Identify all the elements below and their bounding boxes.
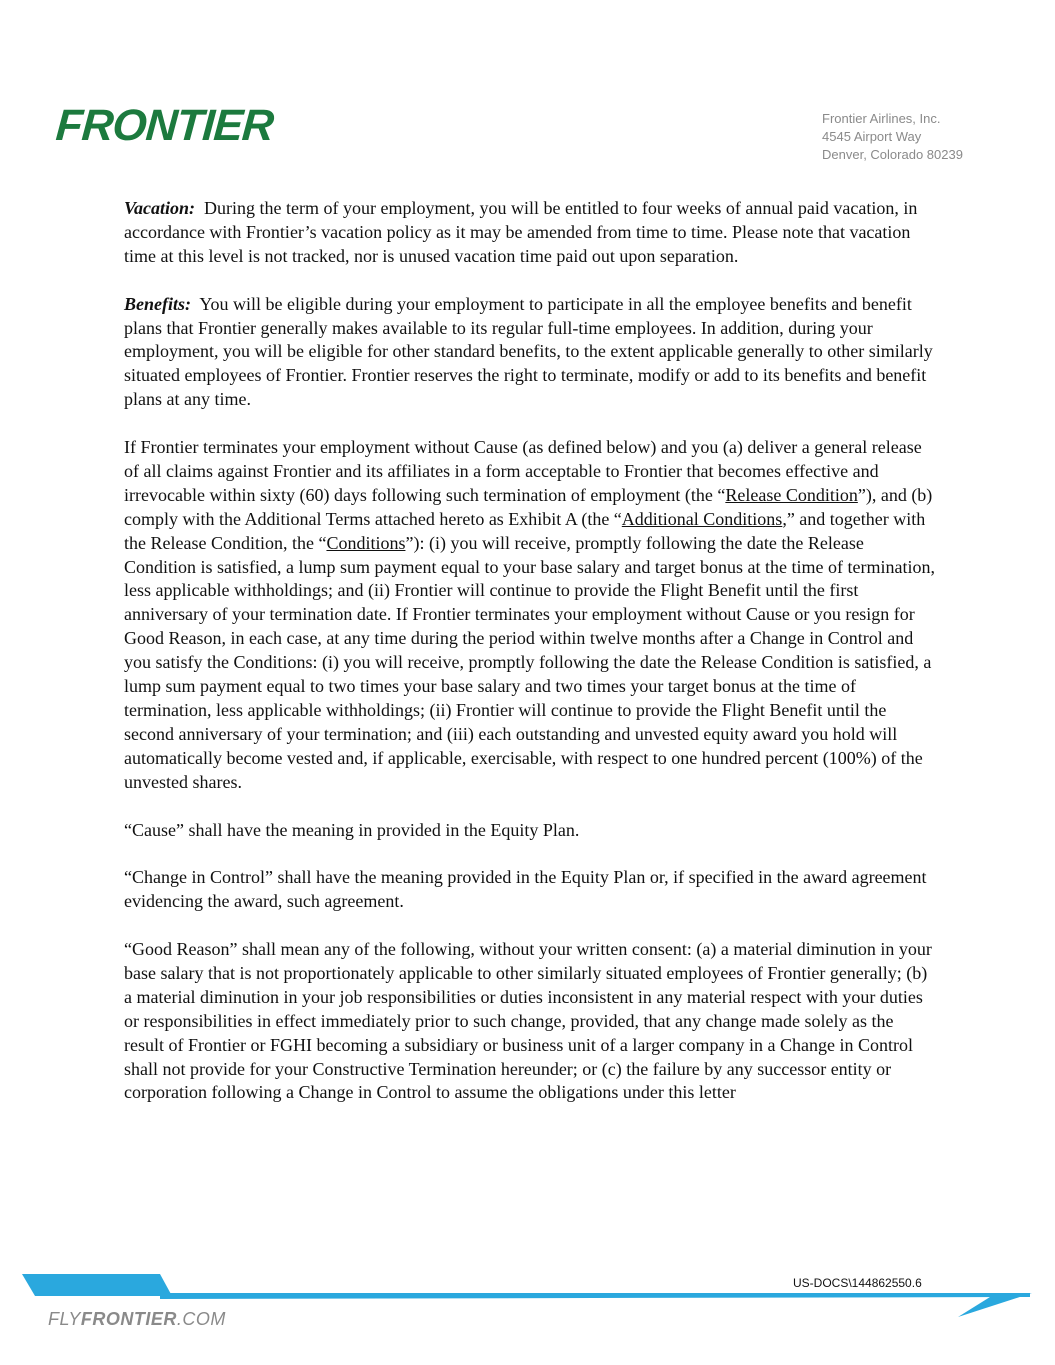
vacation-paragraph [124,197,936,269]
footer-url-brand: FRONTIER [80,1309,177,1329]
frontier-logo: FRONTIER [54,101,275,150]
benefits-heading: Benefits: [124,293,191,314]
additional-conditions-term: Additional Conditions [621,508,783,529]
vacation-heading: Vacation: [124,198,196,218]
address-line-street: 4545 Airport Way [822,129,922,144]
footer-swoosh-line [160,1293,1030,1299]
footer-swoosh-left [22,1274,172,1296]
footer-url-tld: .COM [176,1309,226,1329]
severance-text-2: ”), and (b) comply with the Additional Terms attached hereto as Exhibit A (the “ [124,484,933,529]
benefits-text: You will be eligible during your employment to participate in all the employee benefits and benefit plans that Frontier generally makes available to its regular full-time employees. In addition, during your employment, you will be eligible for other standard benefits, to the extent applicable generally to other similarly situated employees of Frontier. Frontier reserves the right to terminate, modify or add to its benefits and benefit plans at any time. [124,293,933,410]
document-id: US-DOCS\144862550.6 [793,1276,922,1290]
company-address [822,110,963,164]
benefits-paragraph [124,293,936,413]
letter-body [124,197,936,1105]
change-in-control-definition: “Change in Control” shall have the meaning provided in the Equity Plan or, if specified in the award agreement evidencing the award, such agreement. [124,867,927,912]
cause-definition: “Cause” shall have the meaning in provided in the Equity Plan. [124,819,580,840]
severance-text-3: ,” and together with the Release Condition, the “ [124,508,926,553]
severance-paragraph [124,436,936,795]
address-line-company: Frontier Airlines, Inc. [822,111,941,126]
footer-url-fly: FLY [48,1309,81,1329]
conditions-term: Conditions [326,532,406,553]
release-condition-term: Release Condition [725,484,858,505]
address-line-city: Denver, Colorado 80239 [822,147,963,162]
vacation-text: During the term of your employment, you will be entitled to four weeks of annual paid vacation, in accordance with Frontier’s vacation policy as it may be amended from time to time. Please note that vacation time at this level is not tracked, nor is unused vacation time paid out upon separation. [124,198,918,266]
severance-text-4: ”): (i) you will receive, promptly following the date the Release Condition is satisfied, a lump sum payment equal to your base salary and target bonus at the time of termination, less applicable withholdings; and (ii) Frontier will continue to provide the Flight Benefit until the first anniversary of your termination date. If Frontier terminates your employment without Cause or you resign for Good Reason, in each case, at any time during the period within twelve months after a Change in Control and you satisfy the Conditions: (i) you will receive, promptly following the date the Release Condition is satisfied, a lump sum payment equal to two times your base salary and two times your target bonus at the time of termination, less applicable withholdings; (ii) Frontier will continue to provide the Flight Benefit until the second anniversary of your termination; and (iii) each outstanding and unvested equity award you hold will automatically become vested and, if applicable, exercisable, with respect to one hundred percent (100%) of the unvested shares. [124,532,936,792]
severance-text-1: If Frontier terminates your employment without Cause (as defined below) and you (a) deliver a general release of all claims against Frontier and its affiliates in a form acceptable to Frontier that becomes effective and irrevocable within sixty (60) days following such termination of employment (the “ [124,437,922,505]
good-reason-definition: “Good Reason” shall mean any of the following, without your written consent: (a) a material diminution in your base salary that is not proportionately applicable to other similarly situated employees of Frontier generally; (b) a material diminution in your job responsibilities or duties inconsistent in any material respect with your duties or responsibilities in effect immediately prior to such change, provided, that any change made solely as the result of Frontier or FGHI becoming a subsidiary or business unit of a larger company in a Change in Control shall not provide for your Constructive Termination hereunder; or (c) the failure by any successor entity or corporation following a Change in Control to assume the obligations under this letter [124,939,932,1103]
footer-website [48,1309,226,1330]
